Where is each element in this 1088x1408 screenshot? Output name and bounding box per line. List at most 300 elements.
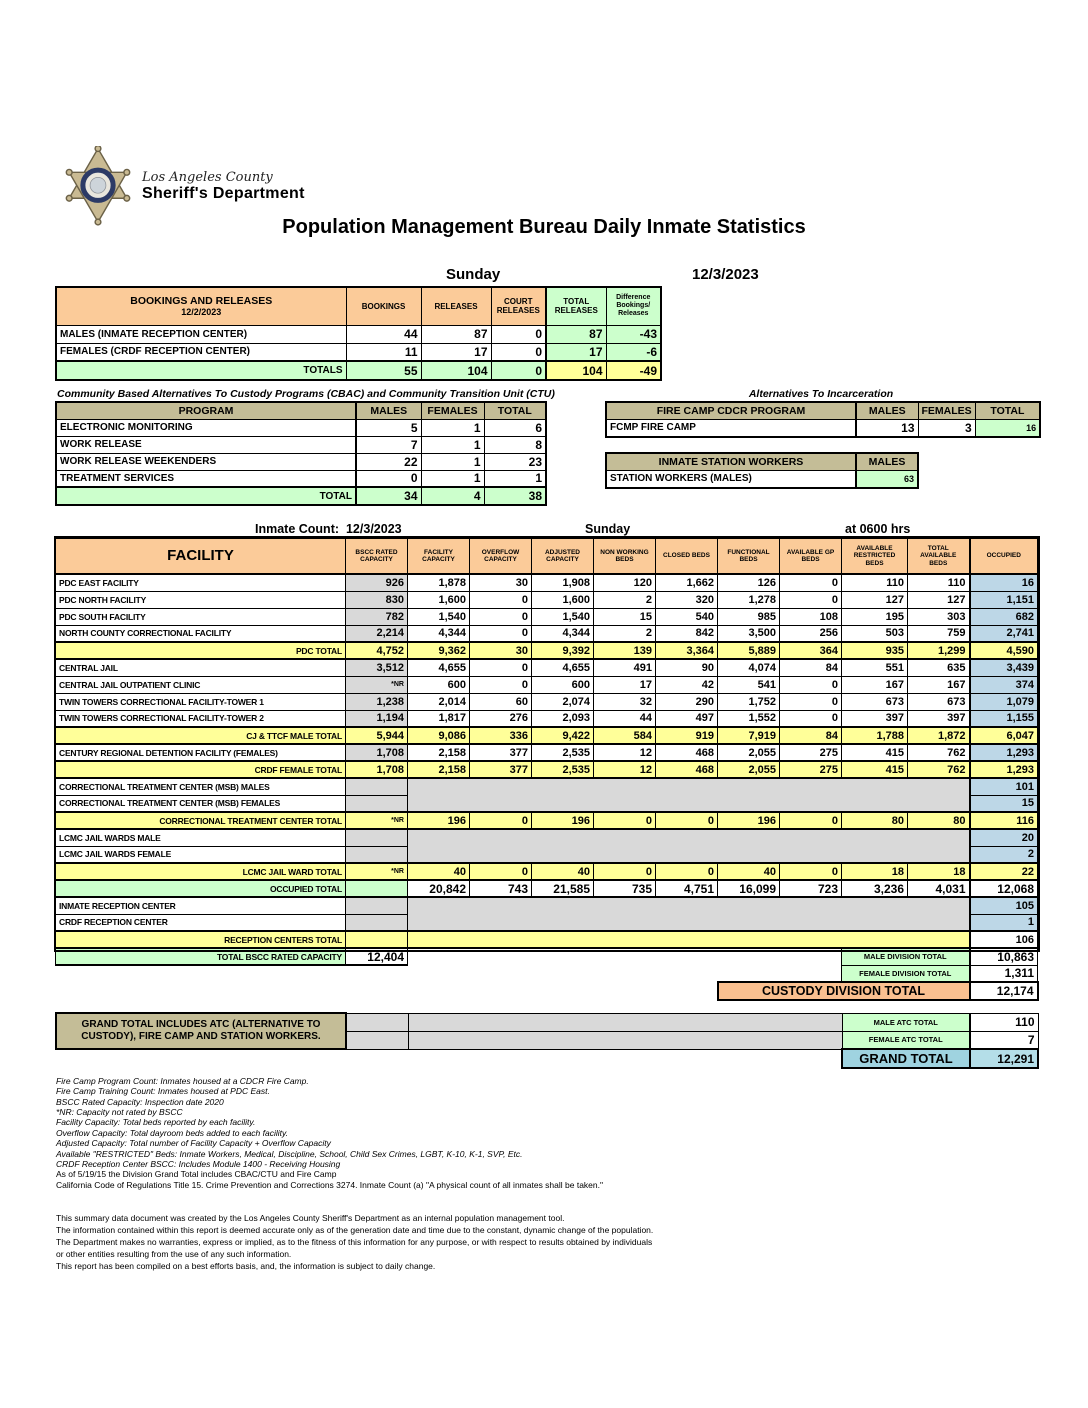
- facility-statistics-table: [55, 537, 1039, 1001]
- facility-total-value: 1,293: [970, 761, 1038, 778]
- facility-value: 256: [780, 625, 842, 642]
- facility-value: 2,535: [532, 744, 594, 761]
- facility-value: 782: [346, 608, 408, 625]
- sheriff-badge-icon: [62, 146, 134, 226]
- facility-occupied-value: 20: [970, 829, 1038, 846]
- facility-col-header: FUNCTIONAL BEDS: [718, 538, 780, 574]
- facility-merged-gray: [408, 897, 970, 931]
- cbac-col-header: PROGRAM: [56, 402, 356, 419]
- cbac-col-header: MALES: [356, 402, 421, 419]
- facility-value: 4,655: [532, 659, 594, 676]
- inmate-count-day: Sunday: [585, 522, 631, 536]
- facility-value: 90: [656, 659, 718, 676]
- facility-total-value: 2,535: [532, 761, 594, 778]
- facility-total-label: CJ & TTCF MALE TOTAL: [56, 727, 346, 744]
- cbac-value: 1: [421, 436, 484, 453]
- facility-bscc-empty: [346, 829, 408, 846]
- facility-value: 0: [780, 676, 842, 693]
- spacer: [56, 965, 842, 982]
- footnote-line: *NR: Capacity not rated by BSCC: [56, 1107, 183, 1118]
- facility-total-value: 80: [842, 812, 908, 829]
- facility-row-label: CENTRAL JAIL OUTPATIENT CLINIC: [56, 676, 346, 693]
- facility-value: 127: [908, 591, 970, 608]
- facility-value: 1,194: [346, 710, 408, 727]
- bookings-value: -43: [606, 325, 661, 343]
- cbac-title: Community Based Alternatives To Custody Programs (CBAC) and Community Transition Unit (CTU): [57, 388, 555, 400]
- station-workers-table: [605, 452, 919, 489]
- bscc-total-value: 12,404: [346, 948, 408, 965]
- fire-camp-value: 16: [975, 419, 1040, 437]
- facility-total-value: 4,590: [970, 642, 1038, 659]
- facility-table: [55, 537, 1039, 1001]
- facility-value: 110: [842, 574, 908, 591]
- cbac-value: 1: [421, 470, 484, 487]
- facility-value: 1,600: [408, 591, 470, 608]
- grand-gray-cell: [346, 1031, 408, 1049]
- reception-total-value: 106: [970, 931, 1038, 948]
- bookings-total-value: 0: [491, 361, 546, 380]
- bookings-total-value: 104: [421, 361, 491, 380]
- facility-value: 84: [780, 659, 842, 676]
- facility-row-label: PDC EAST FACILITY: [56, 574, 346, 591]
- facility-col-header: AVAILABLE GP BEDS: [780, 538, 842, 574]
- cbac-row-label: WORK RELEASE WEEKENDERS: [56, 453, 356, 470]
- facility-total-value: 2,158: [408, 761, 470, 778]
- facility-col-header: AVAILABLE RESTRICTED BEDS: [842, 538, 908, 574]
- facility-value: 2,055: [718, 744, 780, 761]
- cbac-value: 5: [356, 419, 421, 436]
- facility-value: 4,344: [532, 625, 594, 642]
- spacer: [56, 1049, 842, 1068]
- facility-value: 0: [470, 608, 532, 625]
- bscc-total-label: TOTAL BSCC RATED CAPACITY: [56, 948, 346, 965]
- female-division-total-value: 1,311: [970, 965, 1038, 982]
- facility-total-value: 40: [408, 863, 470, 880]
- facility-value: 762: [908, 744, 970, 761]
- facility-value: 126: [718, 574, 780, 591]
- facility-value: 1,752: [718, 693, 780, 710]
- facility-value: 600: [532, 676, 594, 693]
- facility-value: 0: [780, 574, 842, 591]
- facility-row-label: CORRECTIONAL TREATMENT CENTER (MSB) MALES: [56, 778, 346, 795]
- station-workers-table: [605, 452, 919, 489]
- custody-division-total-value: 12,174: [970, 982, 1038, 1000]
- station-row-label: STATION WORKERS (MALES): [606, 470, 856, 488]
- facility-value: 497: [656, 710, 718, 727]
- facility-total-value: 0: [656, 812, 718, 829]
- facility-value: 12: [594, 744, 656, 761]
- facility-total-value: 196: [718, 812, 780, 829]
- station-value: 63: [856, 470, 918, 488]
- bookings-value: 44: [346, 325, 421, 343]
- fire-camp-col-header: FEMALES: [918, 402, 975, 419]
- facility-total-value: 9,422: [532, 727, 594, 744]
- cbac-col-header: FEMALES: [421, 402, 484, 419]
- facility-total-value: 919: [656, 727, 718, 744]
- cbac-row-label: TREATMENT SERVICES: [56, 470, 356, 487]
- facility-col-header: NON WORKING BEDS: [594, 538, 656, 574]
- station-col-header: INMATE STATION WORKERS: [606, 453, 856, 470]
- facility-total-value: 415: [842, 761, 908, 778]
- grand-note: GRAND TOTAL INCLUDES ATC (ALTERNATIVE TO CUSTODY), FIRE CAMP AND STATION WORKERS.: [56, 1013, 346, 1049]
- facility-total-value: 762: [908, 761, 970, 778]
- footnote-line: Adjusted Capacity: Total number of Facility Capacity + Overflow Capacity: [56, 1138, 331, 1149]
- facility-bscc-empty: [346, 897, 408, 914]
- occupied-total-value: 743: [470, 880, 532, 897]
- disclaimer: [56, 1212, 653, 1272]
- grand-total-value: 12,291: [970, 1049, 1038, 1068]
- facility-value: 110: [908, 574, 970, 591]
- bookings-value: 87: [421, 325, 491, 343]
- facility-value: 167: [842, 676, 908, 693]
- occupied-total-value: 4,031: [908, 880, 970, 897]
- reception-merged: [408, 931, 970, 948]
- report-day: Sunday: [446, 266, 501, 283]
- facility-value: 2,741: [970, 625, 1038, 642]
- bookings-row-label: MALES (INMATE RECEPTION CENTER): [56, 325, 346, 343]
- occupied-total-value: 3,236: [842, 880, 908, 897]
- facility-value: 1,878: [408, 574, 470, 591]
- occupied-total-value: 20,842: [408, 880, 470, 897]
- facility-value: 60: [470, 693, 532, 710]
- fire-camp-col-header: FIRE CAMP CDCR PROGRAM: [606, 402, 856, 419]
- footnote-line: CRDF Reception Center BSCC: Includes Module 1400 - Receiving Housing: [56, 1158, 341, 1169]
- facility-total-label: LCMC JAIL WARD TOTAL: [56, 863, 346, 880]
- facility-total-value: 7,919: [718, 727, 780, 744]
- fire-camp-table: [605, 401, 1041, 438]
- logo-department: Sheriff's Department: [142, 184, 305, 202]
- facility-total-value: 935: [842, 642, 908, 659]
- grand-total-table: [55, 1012, 1039, 1069]
- cbac-row-label: WORK RELEASE: [56, 436, 356, 453]
- facility-total-value: 40: [532, 863, 594, 880]
- facility-total-label: PDC TOTAL: [56, 642, 346, 659]
- bookings-value: 0: [491, 325, 546, 343]
- footnote-line: Facility Capacity: Total beds reported by each facility.: [56, 1117, 256, 1128]
- female-atc-total-label: FEMALE ATC TOTAL: [842, 1031, 970, 1049]
- logo-county: Los Angeles County: [142, 169, 273, 185]
- grand-table: [55, 1012, 1039, 1069]
- facility-total-value: 139: [594, 642, 656, 659]
- facility-value: 1,079: [970, 693, 1038, 710]
- facility-row-label: NORTH COUNTY CORRECTIONAL FACILITY: [56, 625, 346, 642]
- facility-value: 541: [718, 676, 780, 693]
- facility-col-header: OCCUPIED: [970, 538, 1038, 574]
- occupied-total-label: OCCUPIED TOTAL: [56, 880, 346, 897]
- facility-value: 2: [594, 591, 656, 608]
- facility-total-value: 377: [470, 761, 532, 778]
- facility-row-label: LCMC JAIL WARDS MALE: [56, 829, 346, 846]
- facility-value: 16: [970, 574, 1038, 591]
- facility-value: 1,708: [346, 744, 408, 761]
- cbac-value: 0: [356, 470, 421, 487]
- facility-total-value: 116: [970, 812, 1038, 829]
- facility-total-value: 0: [470, 812, 532, 829]
- bookings-header: BOOKINGS AND RELEASES 12/2/2023: [56, 287, 346, 325]
- footnote-line: Available "RESTRICTED" Beds: Inmate Workers, Medical, Discipline, School, Child Sex Crimes, LGBT, K-10, K-1, SVP, Etc.: [56, 1148, 523, 1159]
- facility-bscc-empty: [346, 795, 408, 812]
- facility-total-value: 5,944: [346, 727, 408, 744]
- facility-total-value: 18: [842, 863, 908, 880]
- footnote-line: Overflow Capacity: Total dayroom beds added to each facility.: [56, 1127, 288, 1138]
- facility-value: 167: [908, 676, 970, 693]
- facility-value: 4,344: [408, 625, 470, 642]
- facility-value: 551: [842, 659, 908, 676]
- male-division-total-label: MALE DIVISION TOTAL: [842, 948, 970, 965]
- facility-row-label: CRDF RECEPTION CENTER: [56, 914, 346, 931]
- disclaimer-line: This report has been compiled on a best efforts basis, and, the information is subject to daily change.: [56, 1261, 436, 1272]
- fire-camp-col-header: TOTAL: [975, 402, 1040, 419]
- bookings-value: 0: [491, 343, 546, 361]
- facility-total-value: 196: [408, 812, 470, 829]
- facility-value: 377: [470, 744, 532, 761]
- facility-value: 17: [594, 676, 656, 693]
- facility-value: 2,093: [532, 710, 594, 727]
- facility-value: 2,014: [408, 693, 470, 710]
- facility-value: 1,238: [346, 693, 408, 710]
- occupied-total-value: 723: [780, 880, 842, 897]
- facility-col-header: ADJUSTED CAPACITY: [532, 538, 594, 574]
- facility-value: 0: [780, 693, 842, 710]
- facility-total-value: 4,752: [346, 642, 408, 659]
- facility-value: 275: [780, 744, 842, 761]
- bookings-value: 17: [421, 343, 491, 361]
- facility-bscc-empty: [346, 914, 408, 931]
- cbac-value: 8: [484, 436, 546, 453]
- cbac-total-value: 34: [356, 487, 421, 505]
- inmate-count-label: Inmate Count: 12/3/2023: [255, 522, 402, 536]
- cbac-table: [55, 401, 547, 506]
- spacer: [56, 982, 718, 1000]
- logo-text: [142, 170, 305, 203]
- facility-value: 635: [908, 659, 970, 676]
- bookings-col-header: RELEASES: [421, 287, 491, 325]
- facility-merged-gray: [408, 778, 970, 812]
- inmate-count-time: at 0600 hrs: [845, 522, 911, 536]
- facility-value: 42: [656, 676, 718, 693]
- facility-value: 195: [842, 608, 908, 625]
- bookings-value: -6: [606, 343, 661, 361]
- cbac-totals-label: TOTAL: [56, 487, 356, 505]
- facility-value: 2,214: [346, 625, 408, 642]
- cbac-value: 1: [484, 470, 546, 487]
- facility-value: 0: [470, 676, 532, 693]
- facility-value: 303: [908, 608, 970, 625]
- facility-total-value: 84: [780, 727, 842, 744]
- facility-value: 397: [842, 710, 908, 727]
- facility-occupied-value: 105: [970, 897, 1038, 914]
- reception-bscc: [346, 931, 408, 948]
- fire-camp-row-label: FCMP FIRE CAMP: [606, 419, 856, 437]
- occupied-total-value: 16,099: [718, 880, 780, 897]
- facility-occupied-value: 101: [970, 778, 1038, 795]
- grand-gray-merged: [408, 1031, 842, 1049]
- cbac-total-value: 4: [421, 487, 484, 505]
- footnote-line: Fire Camp Training Count: Inmates housed at PDC East.: [56, 1086, 270, 1097]
- facility-value: 397: [908, 710, 970, 727]
- reception-total-label: RECEPTION CENTERS TOTAL: [56, 931, 346, 948]
- facility-total-value: 0: [780, 812, 842, 829]
- facility-value: 320: [656, 591, 718, 608]
- male-atc-total-label: MALE ATC TOTAL: [842, 1013, 970, 1031]
- bookings-releases-table: [55, 286, 662, 381]
- facility-value: 1,662: [656, 574, 718, 591]
- occupied-total-value: 735: [594, 880, 656, 897]
- cbac-table: [55, 401, 547, 506]
- facility-row-label: PDC SOUTH FACILITY: [56, 608, 346, 625]
- facility-row-label: CENTRAL JAIL: [56, 659, 346, 676]
- cbac-value: 1: [421, 419, 484, 436]
- facility-value: 1,278: [718, 591, 780, 608]
- disclaimer-line: The information contained within this report is deemed accurate only as of the generation date and time due to the constant, dynamic change of the population.: [56, 1225, 654, 1236]
- facility-total-value: 336: [470, 727, 532, 744]
- footnotes: [56, 1076, 603, 1190]
- facility-merged-gray: [408, 829, 970, 863]
- cbac-total-value: 38: [484, 487, 546, 505]
- footnote-line: California Code of Regulations Title 15. Crime Prevention and Corrections 3274. Inmate Count (a) "A physical count of all inmates shall be taken.": [56, 1179, 604, 1190]
- bookings-col-header: BOOKINGS: [346, 287, 421, 325]
- footnote-line: Fire Camp Program Count: Inmates housed at a CDCR Fire Camp.: [56, 1076, 309, 1086]
- bookings-total-value: 55: [346, 361, 421, 380]
- facility-total-value: 6,047: [970, 727, 1038, 744]
- facility-total-value: 468: [656, 761, 718, 778]
- facility-value: 0: [780, 710, 842, 727]
- facility-row-label: INMATE RECEPTION CENTER: [56, 897, 346, 914]
- facility-value: 1,151: [970, 591, 1038, 608]
- facility-total-value: 30: [470, 642, 532, 659]
- male-division-total-value: 10,863: [970, 948, 1038, 965]
- bookings-col-header: TOTAL RELEASES: [546, 287, 606, 325]
- cbac-value: 1: [421, 453, 484, 470]
- facility-col-header: FACILITY CAPACITY: [408, 538, 470, 574]
- fire-camp-col-header: MALES: [856, 402, 918, 419]
- facility-total-value: 0: [594, 812, 656, 829]
- report-date: 12/3/2023: [692, 266, 759, 283]
- facility-value: 842: [656, 625, 718, 642]
- facility-value: 1,155: [970, 710, 1038, 727]
- custody-division-total-label: CUSTODY DIVISION TOTAL: [718, 982, 970, 1000]
- facility-value: 1,540: [408, 608, 470, 625]
- facility-value: 673: [842, 693, 908, 710]
- sheriff-logo: [62, 146, 305, 226]
- grand-gray-merged: [408, 1013, 842, 1031]
- spacer: [408, 948, 842, 965]
- facility-value: 0: [780, 591, 842, 608]
- facility-total-value: 22: [970, 863, 1038, 880]
- bookings-table: [55, 286, 662, 381]
- facility-total-value: 18: [908, 863, 970, 880]
- facility-value: 290: [656, 693, 718, 710]
- facility-total-value: 9,392: [532, 642, 594, 659]
- facility-value: 4,655: [408, 659, 470, 676]
- facility-value: 1,293: [970, 744, 1038, 761]
- occupied-total-value: [346, 880, 408, 897]
- disclaimer-line: The Department makes no warranties, express or implied, as to the fitness of this information for any purpose, or with respect to results obtained by individuals: [56, 1237, 653, 1248]
- bookings-row-label: FEMALES (CRDF RECEPTION CENTER): [56, 343, 346, 361]
- facility-row-label: TWIN TOWERS CORRECTIONAL FACILITY-TOWER 1: [56, 693, 346, 710]
- bookings-total-value: -49: [606, 361, 661, 380]
- station-col-header: MALES: [856, 453, 918, 470]
- facility-value: 600: [408, 676, 470, 693]
- facility-total-value: 3,364: [656, 642, 718, 659]
- facility-value: 1,600: [532, 591, 594, 608]
- grand-gray-cell: [346, 1013, 408, 1031]
- facility-total-value: 584: [594, 727, 656, 744]
- facility-total-value: 40: [718, 863, 780, 880]
- facility-value: 673: [908, 693, 970, 710]
- bookings-value: 11: [346, 343, 421, 361]
- facility-value: 1,908: [532, 574, 594, 591]
- grand-total-label: GRAND TOTAL: [842, 1049, 970, 1068]
- facility-value: 830: [346, 591, 408, 608]
- facility-value: 374: [970, 676, 1038, 693]
- female-atc-total-value: 7: [970, 1031, 1038, 1049]
- facility-total-value: 2,055: [718, 761, 780, 778]
- facility-value: 30: [470, 574, 532, 591]
- facility-total-value: 1,788: [842, 727, 908, 744]
- occupied-total-value: 12,068: [970, 880, 1038, 897]
- facility-value: 0: [470, 625, 532, 642]
- cbac-value: 22: [356, 453, 421, 470]
- facility-total-value: 0: [470, 863, 532, 880]
- facility-total-value: 0: [594, 863, 656, 880]
- facility-value: 4,074: [718, 659, 780, 676]
- facility-value: 2: [594, 625, 656, 642]
- fire-camp-table: [605, 401, 1041, 438]
- cbac-value: 7: [356, 436, 421, 453]
- facility-occupied-value: 15: [970, 795, 1038, 812]
- cbac-col-header: TOTAL: [484, 402, 546, 419]
- facility-value: 1,540: [532, 608, 594, 625]
- facility-total-value: 1,299: [908, 642, 970, 659]
- facility-value: 108: [780, 608, 842, 625]
- page-title: Population Management Bureau Daily Inmate Statistics: [282, 216, 806, 238]
- facility-value: 2,074: [532, 693, 594, 710]
- cbac-row-label: ELECTRONIC MONITORING: [56, 419, 356, 436]
- facility-col-header: OVERFLOW CAPACITY: [470, 538, 532, 574]
- facility-row-label: LCMC JAIL WARDS FEMALE: [56, 846, 346, 863]
- facility-value: 415: [842, 744, 908, 761]
- facility-total-value: 5,889: [718, 642, 780, 659]
- facility-total-value: 12: [594, 761, 656, 778]
- facility-total-value: *NR: [346, 812, 408, 829]
- facility-value: 3,500: [718, 625, 780, 642]
- facility-bscc-empty: [346, 846, 408, 863]
- facility-total-value: 1,708: [346, 761, 408, 778]
- bookings-totals-label: TOTALS: [56, 361, 346, 380]
- occupied-total-value: 21,585: [532, 880, 594, 897]
- facility-value: 2,158: [408, 744, 470, 761]
- facility-row-label: PDC NORTH FACILITY: [56, 591, 346, 608]
- bookings-col-header: Difference Bookings/ Releases: [606, 287, 661, 325]
- facility-value: 3,439: [970, 659, 1038, 676]
- facility-value: 682: [970, 608, 1038, 625]
- facility-value: 3,512: [346, 659, 408, 676]
- facility-value: 926: [346, 574, 408, 591]
- facility-col-header: TOTAL AVAILABLE BEDS: [908, 538, 970, 574]
- facility-row-label: CENTURY REGIONAL DETENTION FACILITY (FEMALES): [56, 744, 346, 761]
- facility-total-label: CORRECTIONAL TREATMENT CENTER TOTAL: [56, 812, 346, 829]
- facility-total-value: 9,362: [408, 642, 470, 659]
- facility-occupied-value: 2: [970, 846, 1038, 863]
- disclaimer-line: This summary data document was created by the Los Angeles County Sheriff's Department as an internal population management tool.: [56, 1213, 565, 1223]
- occupied-total-value: 4,751: [656, 880, 718, 897]
- facility-value: 1,552: [718, 710, 780, 727]
- facility-value: 985: [718, 608, 780, 625]
- facility-value: 503: [842, 625, 908, 642]
- facility-row-label: CORRECTIONAL TREATMENT CENTER (MSB) FEMALES: [56, 795, 346, 812]
- facility-value: 0: [470, 659, 532, 676]
